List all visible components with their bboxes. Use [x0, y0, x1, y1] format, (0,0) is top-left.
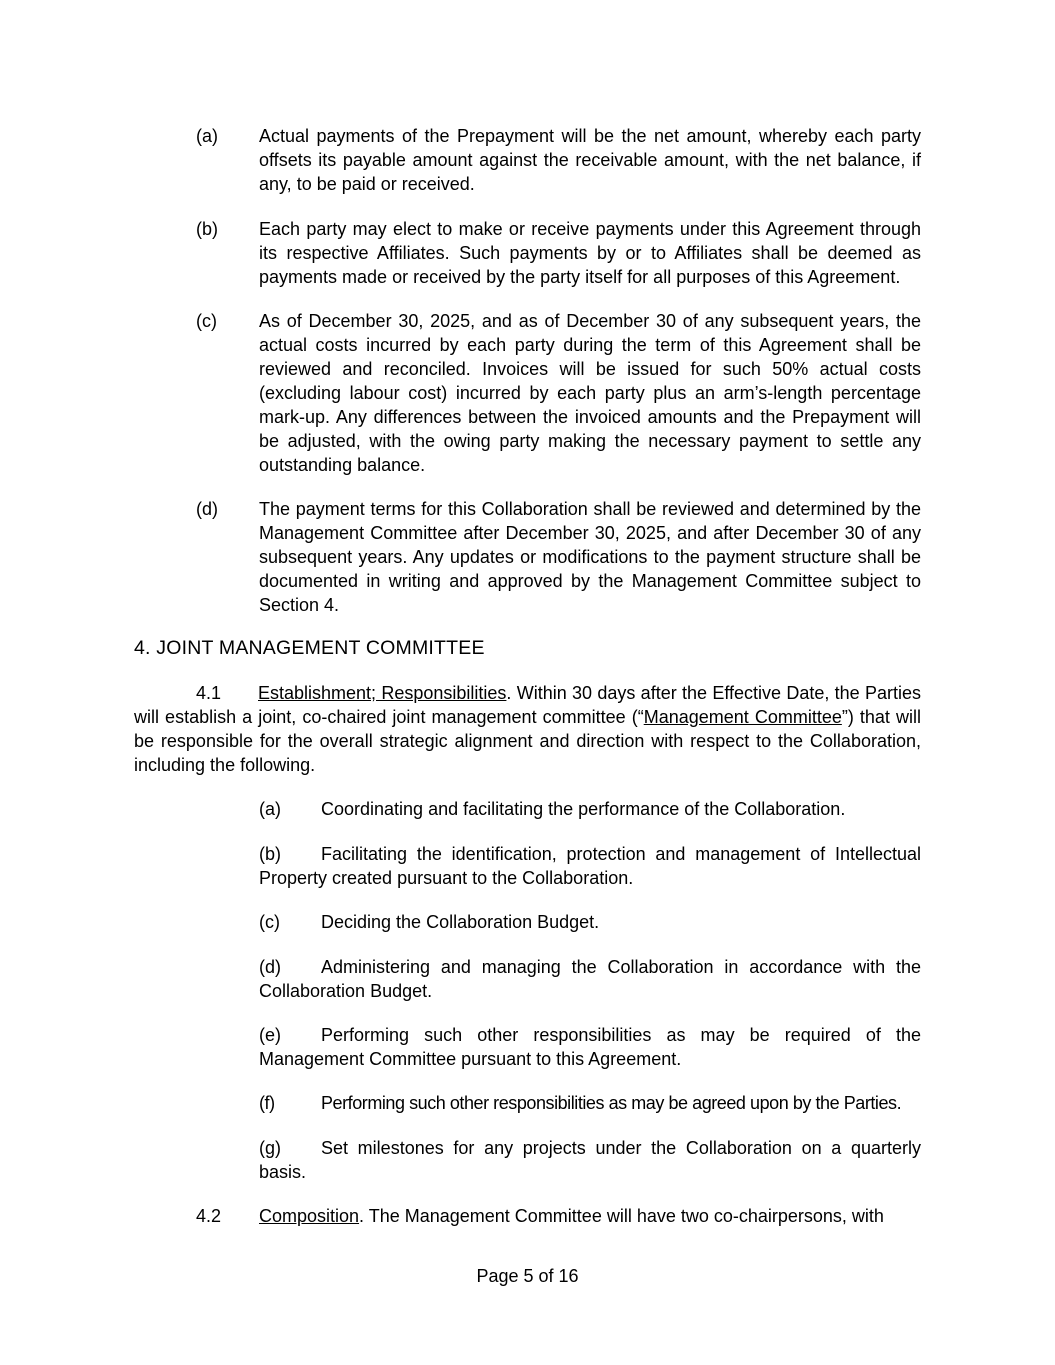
item-label: (c)	[259, 912, 280, 932]
item-label: (b)	[196, 219, 218, 239]
item-label: (d)	[259, 957, 281, 977]
responsibility-item-b	[259, 842, 921, 890]
item-text: Performing such other responsibilities as may be required of the Management Committee pursuant to this Agreement.	[259, 1025, 921, 1069]
item-text: Coordinating and facilitating the performance of the Collaboration.	[321, 799, 846, 819]
item-label: (f)	[259, 1093, 275, 1113]
item-text: Facilitating the identification, protection and management of Intellectual Property created pursuant to the Collaboration.	[259, 844, 921, 888]
section-heading: 4. JOINT MANAGEMENT COMMITTEE	[134, 637, 485, 659]
item-label: (a)	[196, 126, 218, 146]
item-label: (e)	[259, 1025, 281, 1045]
defined-term: Management Committee	[643, 707, 842, 727]
item-text: Administering and managing the Collaboration in accordance with the Collaboration Budget.	[259, 957, 921, 1001]
item-label: (g)	[259, 1138, 281, 1158]
item-label: (c)	[196, 311, 217, 331]
responsibility-item-e	[259, 1023, 921, 1071]
page-number: Page 5 of 16	[476, 1266, 579, 1286]
item-label: (a)	[259, 799, 281, 819]
responsibility-item-f	[259, 1091, 901, 1115]
responsibility-item-g	[259, 1136, 921, 1184]
section-text: . Within 30 days after the Effective Date, the Parties will establish a joint, co-chaired joint management committee (“	[134, 683, 921, 727]
section-text: . The Management Committee will have two co-chairpersons, with	[359, 1206, 884, 1226]
section-number: 4.1	[196, 683, 222, 703]
item-text: Deciding the Collaboration Budget.	[321, 912, 600, 932]
section-text: ”) that will be responsible for the overall strategic alignment and direction with respect to the Collaboration, including the following.	[134, 707, 921, 775]
section-4-1-paragraph	[134, 681, 921, 777]
section-number: 4.2	[196, 1206, 222, 1226]
responsibility-item-d	[259, 955, 921, 1003]
responsibility-item-a	[259, 797, 921, 821]
item-text: Performing such other responsibilities as may be agreed upon by the Parties.	[321, 1093, 902, 1113]
item-text: Actual payments of the Prepayment will be the net amount, whereby each party offsets its payable amount against the receivable amount, with the net balance, if any, to be paid or received.	[259, 126, 921, 194]
section-title: Establishment; Responsibilities	[258, 683, 507, 703]
item-text: Set milestones for any projects under the Collaboration on a quarterly basis.	[259, 1138, 921, 1182]
section-4-2-paragraph	[196, 1204, 921, 1228]
section-title: Composition	[259, 1206, 360, 1226]
responsibility-item-c	[259, 910, 921, 934]
item-text: The payment terms for this Collaboration shall be reviewed and determined by the Management Committee after December 30, 2025, and after December 30 of any subsequent years. Any updates or modifications to the payment structure shall be documented in writing and approved by the Management Committee subject to Section 4.	[259, 499, 921, 615]
item-label: (d)	[196, 499, 218, 519]
item-text: Each party may elect to make or receive payments under this Agreement through its respective Affiliates. Such payments by or to Affiliates shall be deemed as payments made or received by the party itself for all purposes of this Agreement.	[259, 219, 921, 287]
item-label: (b)	[259, 844, 281, 864]
item-text: As of December 30, 2025, and as of December 30 of any subsequent years, the actual costs incurred by each party during the term of this Agreement shall be reviewed and reconciled. Invoices will be issued for such 50% actual costs (excluding labour cost) incurred by each party plus an arm’s-length percentage mark-up. Any differences between the invoiced amounts and the Prepayment will be adjusted, with the owing party making the necessary payment to settle any outstanding balance.	[259, 311, 921, 475]
